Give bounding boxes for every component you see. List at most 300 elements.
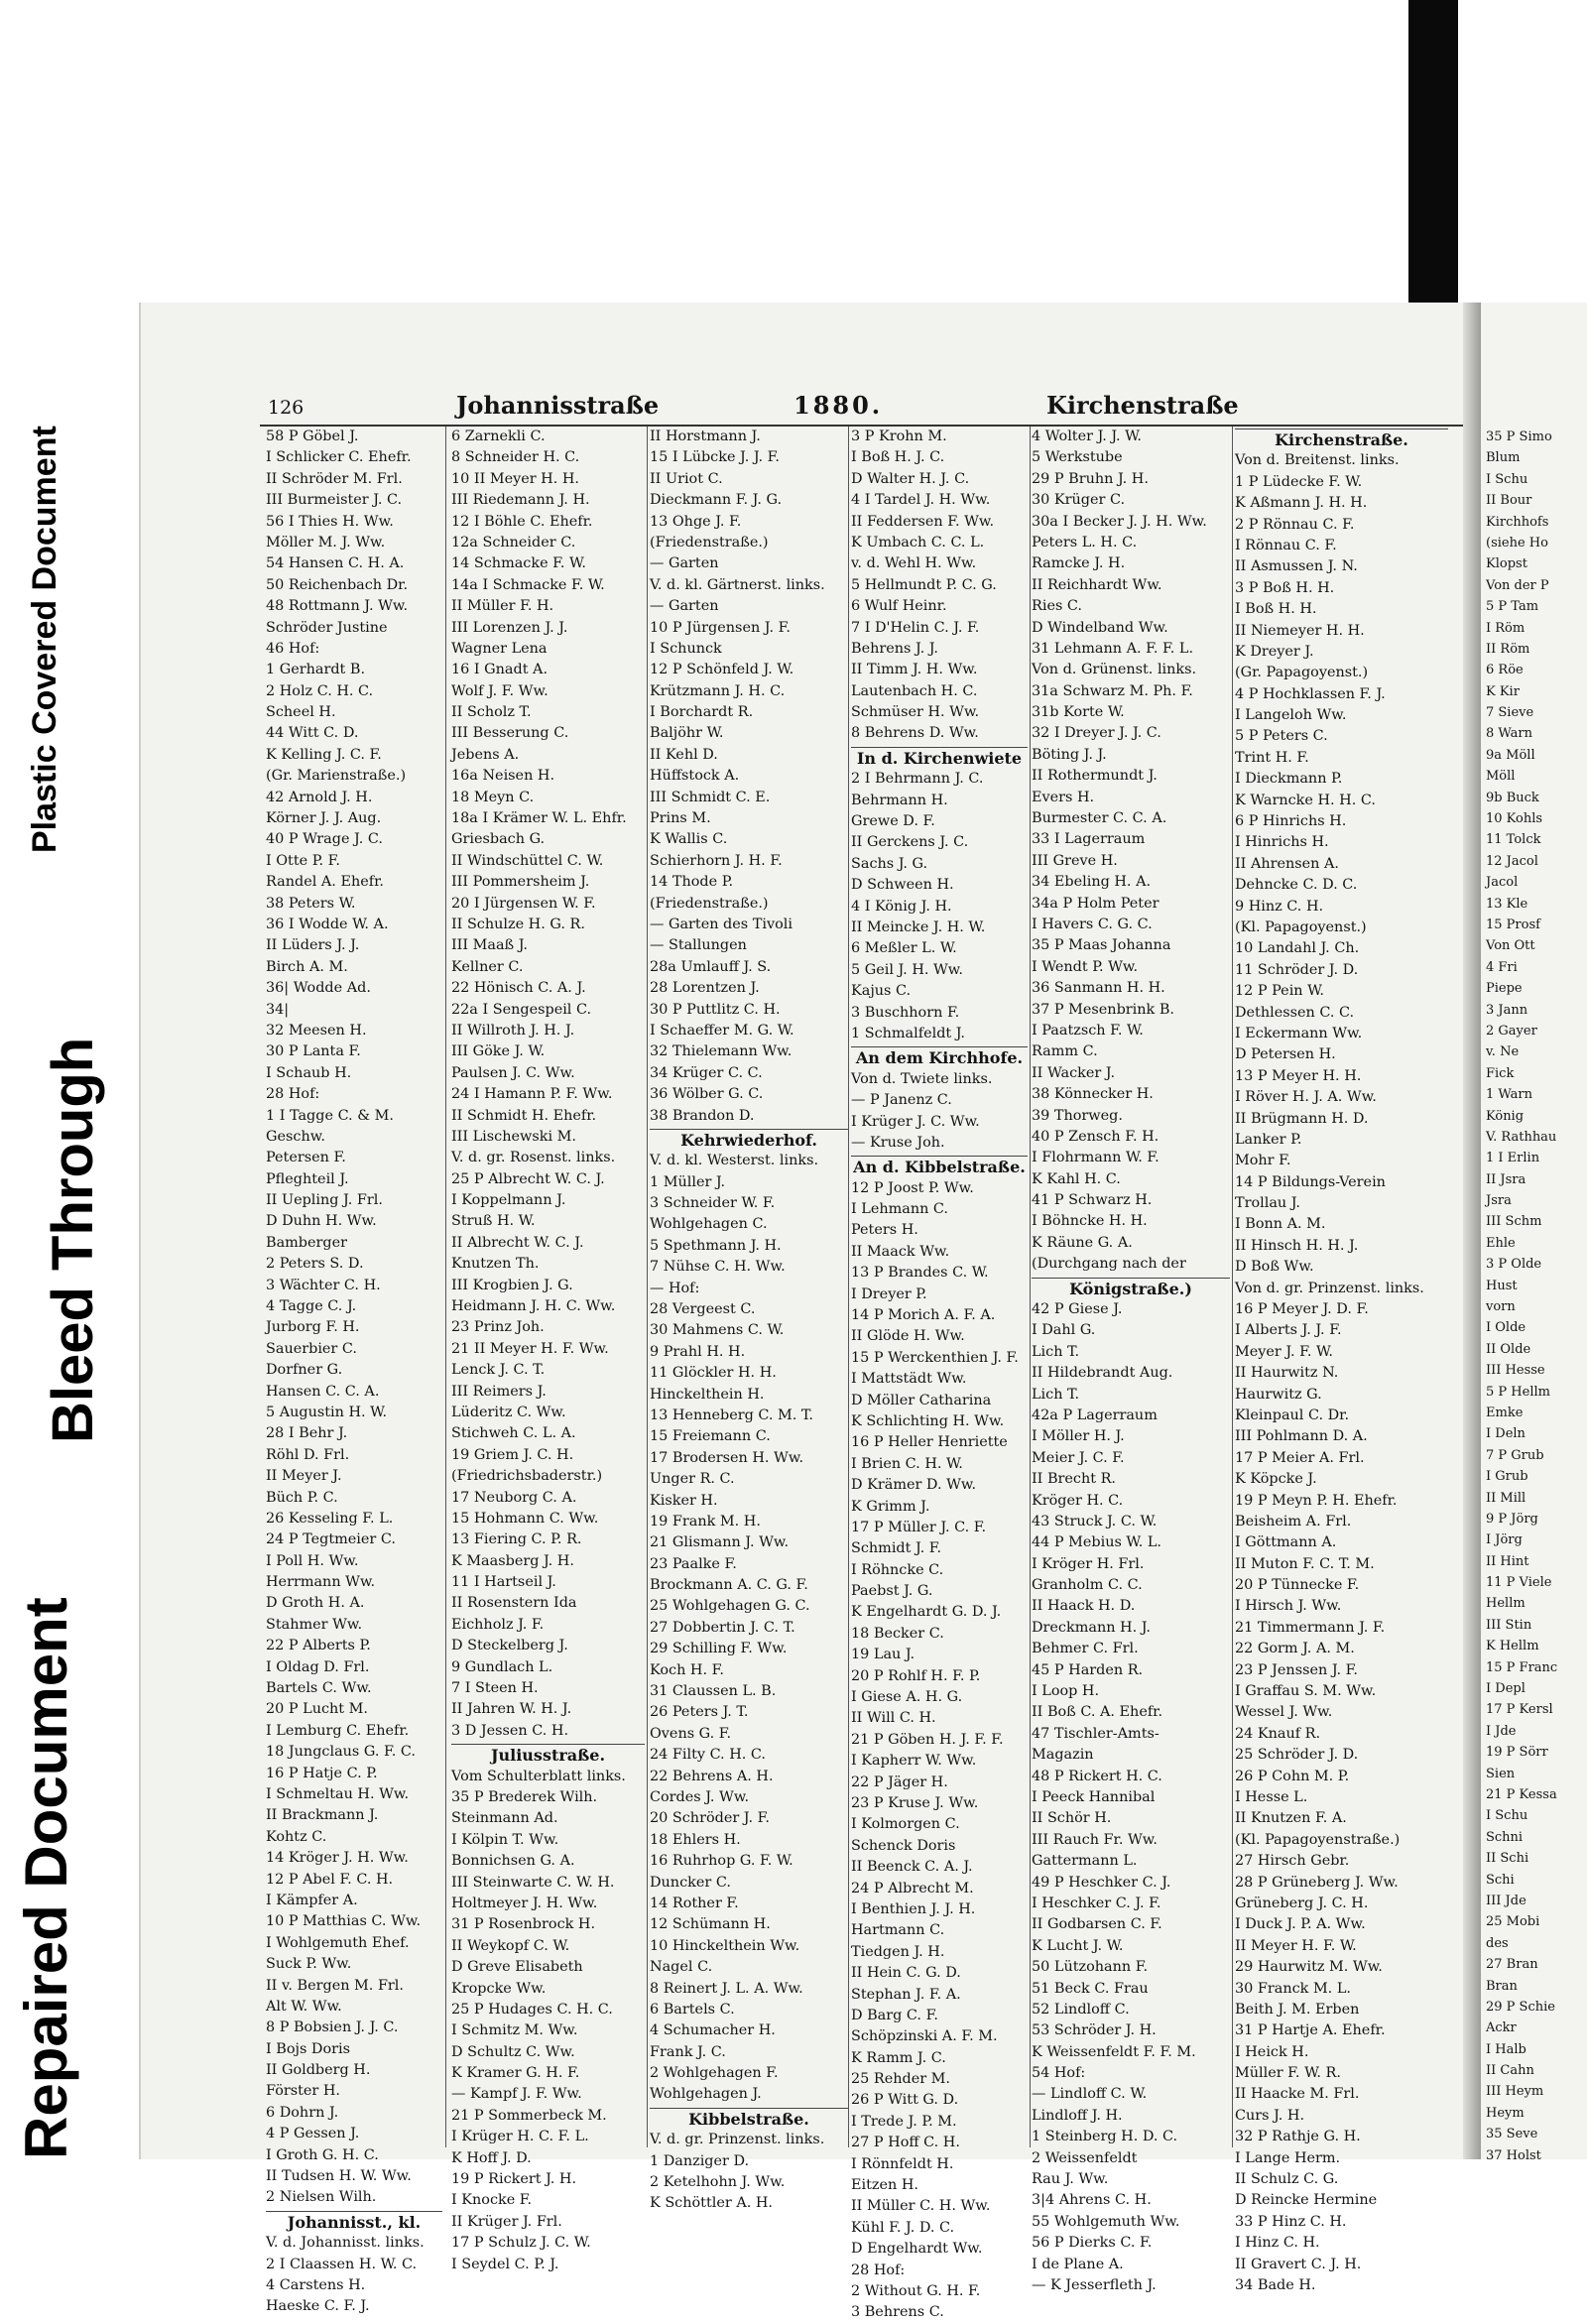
directory-entry: Eitzen H. <box>851 2177 918 2194</box>
directory-entry: III Pohlmann D. A. <box>1235 1428 1368 1445</box>
directory-entry: 14 P Bildungs-Verein <box>1235 1173 1386 1190</box>
directory-entry: 4 Wolter J. J. W. <box>1032 428 1143 444</box>
directory-entry: V. d. gr. Prinzenst. links. <box>650 2132 825 2148</box>
directory-entry: 42 P Giese J. <box>1032 1301 1123 1318</box>
directory-entry: 34 Ebeling H. A. <box>1032 874 1152 891</box>
directory-entry: 7 I Steen H. <box>451 1680 539 1697</box>
directory-entry: 27 P Hoff C. H. <box>851 2135 960 2151</box>
directory-entry: 10 II Meyer H. H. <box>451 470 580 487</box>
directory-entry: Trint H. F. <box>1235 749 1309 766</box>
column-rule <box>647 427 648 2147</box>
directory-entry: II Schulz C. G. <box>1235 2171 1339 2188</box>
directory-entry: Schmüser H. Ww. <box>851 704 980 721</box>
directory-entry: Prins M. <box>650 810 711 827</box>
directory-entry: Ackr <box>1486 2020 1517 2036</box>
label-bleed-through: Bleed Through <box>41 1037 105 1443</box>
directory-entry: Emke <box>1486 1405 1524 1420</box>
column-rule <box>445 427 446 2147</box>
directory-entry: 24 P Tegtmeier C. <box>266 1531 396 1548</box>
directory-entry: 10 Hinckelthein Ww. <box>650 1937 800 1954</box>
directory-entry: I Dieckmann P. <box>1235 771 1343 788</box>
directory-entry: Böting J. J. <box>1032 746 1107 763</box>
directory-entry: I Seydel C. P. J. <box>451 2256 559 2272</box>
directory-entry: 33 I Lagerraum <box>1032 831 1146 848</box>
directory-entry: Ehle <box>1486 1235 1516 1251</box>
directory-entry: 22 Hönisch C. A. J. <box>451 980 586 997</box>
directory-entry: Von d. Twiete links. <box>851 1070 993 1087</box>
directory-entry: I Flohrmann W. F. <box>1032 1150 1160 1166</box>
directory-entry: 31a Schwarz M. Ph. F. <box>1032 682 1193 699</box>
directory-entry: 23 P Jenssen J. F. <box>1235 1661 1358 1678</box>
directory-entry: Hüffstock A. <box>650 768 740 785</box>
directory-entry: Behrens J. J. <box>851 640 939 657</box>
directory-entry: Behrmann H. <box>851 792 948 808</box>
directory-entry: 12 P Schönfeld J. W. <box>650 662 794 678</box>
directory-entry: Sauerbier C. <box>266 1340 357 1357</box>
directory-entry: 52 Lindloff C. <box>1032 2001 1130 2018</box>
directory-entry: 38 Brandon D. <box>650 1107 755 1124</box>
directory-entry: Frank J. C. <box>650 2043 726 2060</box>
directory-entry: 45 P Harden R. <box>1032 1661 1144 1678</box>
directory-entry: 42 Arnold J. H. <box>266 789 373 805</box>
directory-entry: I Lemburg C. Ehefr. <box>266 1722 410 1739</box>
directory-entry: III Maaß J. <box>451 937 528 954</box>
directory-entry: 9 Prahl H. H. <box>650 1343 746 1360</box>
directory-entry: 28 I Behr J. <box>266 1425 348 1442</box>
directory-entry: 9 Gundlach L. <box>451 1658 553 1675</box>
directory-entry: II Haacke M. Frl. <box>1235 2086 1360 2103</box>
directory-entry: 14 Rother F. <box>650 1895 739 1911</box>
directory-entry: I Bonn A. M. <box>1235 1216 1326 1233</box>
directory-entry: Duncker C. <box>650 1874 731 1891</box>
directory-entry: II Cahn <box>1486 2063 1534 2079</box>
directory-entry: 35 P Maas Johanna <box>1032 937 1171 954</box>
directory-entry: 4 Tagge C. J. <box>266 1298 357 1315</box>
directory-entry: D Barg C. F. <box>851 2007 938 2023</box>
directory-entry: Bartels C. Ww. <box>266 1680 372 1697</box>
directory-entry: Röhl D. Frl. <box>266 1446 350 1463</box>
directory-entry: 4 P Hochklassen F. J. <box>1235 685 1386 702</box>
directory-entry: Jurborg F. H. <box>266 1319 360 1336</box>
directory-entry: 16 P Meyer J. D. F. <box>1235 1301 1369 1318</box>
directory-entry: v. d. Wehl H. Ww. <box>851 555 977 572</box>
directory-entry: Kibbelstraße. <box>650 2108 848 2130</box>
directory-entry: Lüderitz C. Ww. <box>451 1404 566 1420</box>
directory-entry: K Engelhardt G. D. J. <box>851 1604 1002 1621</box>
directory-entry: 4 I König J. H. <box>851 898 952 915</box>
directory-entry: 15 P Werckenthien J. F. <box>851 1349 1019 1366</box>
directory-entry: 12 P Pein W. <box>1235 983 1324 1000</box>
directory-entry: 1 Müller J. <box>650 1173 726 1190</box>
directory-entry: Grüneberg J. C. H. <box>1235 1895 1369 1911</box>
directory-entry: I Schaub H. <box>266 1064 352 1081</box>
directory-entry: Kohtz C. <box>266 1828 327 1845</box>
directory-entry: K Lucht J. W. <box>1032 1937 1124 1954</box>
directory-entry: 35 P Brederek Wilh. <box>451 1789 598 1805</box>
directory-entry: I Loop H. <box>1032 1683 1100 1700</box>
directory-entry: 1 Danziger D. <box>650 2152 750 2169</box>
directory-entry: III Burmeister J. C. <box>266 492 403 509</box>
directory-entry: I Kapherr W. Ww. <box>851 1753 977 1770</box>
directory-entry: Schenck Doris <box>851 1837 956 1854</box>
directory-entry: Dreckmann H. J. <box>1032 1619 1151 1636</box>
directory-entry: — K Jesserfleth J. <box>1032 2276 1157 2293</box>
directory-entry: 18 Jungclaus G. F. C. <box>266 1744 416 1761</box>
directory-entry: D Boß Ww. <box>1235 1259 1314 1276</box>
directory-entry: Jebens A. <box>451 746 520 763</box>
directory-entry: Geschw. <box>266 1128 325 1145</box>
directory-entry: II Glöde H. Ww. <box>851 1328 965 1345</box>
directory-entry: III Greve H. <box>1032 852 1118 869</box>
directory-entry: 7 P Grub <box>1486 1447 1544 1463</box>
directory-entry: III Schmidt C. E. <box>650 789 771 805</box>
directory-entry: I Schlicker C. Ehefr. <box>266 449 412 466</box>
directory-entry: II Meyer J. <box>266 1468 342 1485</box>
directory-entry: 22a I Sengespeil C. <box>451 1001 592 1018</box>
directory-entry: 12 Jacol <box>1486 853 1538 869</box>
directory-entry: II Brackmann J. <box>266 1807 379 1824</box>
directory-entry: 34 Krüger C. C. <box>650 1064 763 1081</box>
directory-entry: II Feddersen F. Ww. <box>851 513 995 530</box>
directory-entry: Paulsen J. C. Ww. <box>451 1064 575 1081</box>
directory-entry: Von Ott <box>1486 938 1535 954</box>
directory-entry: 19 Griem J. C. H. <box>451 1446 574 1463</box>
directory-entry: 53 Schröder J. H. <box>1032 2022 1157 2039</box>
directory-entry: I Groth G. H. C. <box>266 2146 379 2163</box>
directory-entry: 13 Henneberg C. M. T. <box>650 1407 813 1423</box>
directory-entry: 28 Hof: <box>851 2262 906 2278</box>
directory-entry: Behmer C. Frl. <box>1032 1641 1139 1657</box>
directory-entry: III Jde <box>1486 1893 1526 1908</box>
directory-entry: 26 P Witt G. D. <box>851 2092 959 2109</box>
directory-entry: 15 Hohmann C. Ww. <box>451 1510 599 1527</box>
directory-entry: K Umbach C. C. L. <box>851 534 985 550</box>
directory-entry: 14 Kröger J. H. Ww. <box>266 1850 409 1867</box>
directory-entry: 50 Lützohann F. <box>1032 1959 1149 1976</box>
directory-entry: Fick <box>1486 1065 1515 1081</box>
directory-entry: II Röm <box>1486 641 1530 657</box>
directory-entry: I Schu <box>1486 1808 1528 1824</box>
directory-entry: Meier J. C. F. <box>1032 1449 1125 1466</box>
directory-entry: II Schröder M. Frl. <box>266 470 403 487</box>
directory-entry: 26 P Cohn M. P. <box>1235 1768 1350 1784</box>
directory-entry: Krützmann J. H. C. <box>650 682 786 699</box>
directory-entry: Granholm C. C. <box>1032 1577 1143 1594</box>
directory-entry: Schmidt J. F. <box>851 1540 942 1557</box>
directory-entry: 1 I Erlin <box>1486 1151 1540 1166</box>
directory-entry: 6 Zarnekli C. <box>451 428 546 444</box>
directory-entry: 42a P Lagerraum <box>1032 1407 1158 1423</box>
directory-entry: K Räune G. A. <box>1032 1234 1133 1251</box>
directory-entry: 51 Beck C. Frau <box>1032 1980 1149 1997</box>
directory-entry: I Mattstädt Ww. <box>851 1371 967 1388</box>
directory-entry: 25 P Albrecht W. C. J. <box>451 1170 605 1187</box>
directory-entry: II Bour <box>1486 493 1532 509</box>
directory-entry: 44 P Mebius W. L. <box>1032 1534 1161 1551</box>
directory-entry: Grewe D. F. <box>851 813 935 830</box>
directory-entry: II Jsra <box>1486 1171 1526 1187</box>
directory-entry: Rau J. Ww. <box>1032 2171 1109 2188</box>
directory-entry: 25 P Hudages C. H. C. <box>451 2001 613 2018</box>
directory-entry: Jacol <box>1486 875 1519 891</box>
directory-entry: 36 Wölber G. C. <box>650 1086 764 1103</box>
directory-entry: 33 P Hinz C. H. <box>1235 2213 1347 2230</box>
directory-entry: Lich T. <box>1032 1386 1080 1403</box>
directory-entry: 23 P Kruse J. Ww. <box>851 1795 979 1811</box>
directory-entry: D Steckelberg J. <box>451 1638 568 1654</box>
directory-entry: I Benthien J. J. H. <box>851 1900 976 1917</box>
directory-column-5 <box>1032 427 1230 2293</box>
directory-entry: 8 Warn <box>1486 726 1532 742</box>
directory-entry: 21 P Göben H. J. F. F. <box>851 1731 1004 1748</box>
directory-entry: 32 Thielemann Ww. <box>650 1043 793 1060</box>
directory-entry: 17 P Schulz J. C. W. <box>451 2235 591 2252</box>
directory-entry: II Krüger J. Frl. <box>451 2213 562 2230</box>
directory-entry: Dorfner G. <box>266 1362 343 1379</box>
directory-entry: I Kröger H. Frl. <box>1032 1555 1145 1572</box>
directory-entry: Pfleghteil J. <box>266 1170 349 1187</box>
directory-entry: II Albrecht W. C. J. <box>451 1234 584 1251</box>
directory-entry: 36 I Wodde W. A. <box>266 916 389 932</box>
directory-entry: 38 Könnecker H. <box>1032 1086 1154 1103</box>
directory-entry: II Tudsen H. W. Ww. <box>266 2168 412 2185</box>
directory-entry: K Grimm J. <box>851 1498 930 1515</box>
scanner-edge-bar <box>1408 0 1458 307</box>
directory-entry: Evers H. <box>1032 789 1095 805</box>
directory-entry: 5 Hellmundt P. C. G. <box>851 576 997 593</box>
directory-entry: Johannisst., kl. <box>266 2211 442 2233</box>
directory-entry: 36 Sanmann H. H. <box>1032 980 1165 997</box>
directory-entry: 31 Claussen L. B. <box>650 1683 777 1700</box>
directory-entry: I Boß H. J. C. <box>851 449 945 466</box>
directory-column-3 <box>650 427 848 2212</box>
directory-entry: Suck P. Ww. <box>266 1956 352 1973</box>
directory-entry: II Godbarsen C. F. <box>1032 1916 1162 1933</box>
directory-entry: D Petersen H. <box>1235 1046 1336 1063</box>
directory-entry: II Schör H. <box>1032 1810 1112 1827</box>
directory-entry: II Kehl D. <box>650 746 718 763</box>
directory-entry: Klopst <box>1486 556 1527 572</box>
directory-entry: II Jahren W. H. J. <box>451 1701 572 1718</box>
directory-entry: 12 P Abel F. C. H. <box>266 1871 394 1888</box>
directory-entry: Ramcke J. H. <box>1032 555 1126 572</box>
directory-entry: (Kl. Papagoyenst.) <box>1235 918 1367 935</box>
directory-entry: 1 Schmalfeldt J. <box>851 1025 965 1041</box>
directory-entry: 18 Becker C. <box>851 1625 944 1642</box>
directory-entry: II Knutzen F. A. <box>1235 1810 1347 1827</box>
directory-entry: 22 Behrens A. H. <box>650 1768 774 1784</box>
directory-entry: 22 P Alberts P. <box>266 1638 371 1654</box>
directory-entry: 3 P Olde <box>1486 1257 1542 1273</box>
directory-entry: (Friedenstraße.) <box>650 534 769 550</box>
directory-entry: II Muton F. C. T. M. <box>1235 1555 1375 1572</box>
directory-entry: 25 Wohlgehagen G. C. <box>650 1598 810 1615</box>
directory-entry: Eichholz J. F. <box>451 1616 545 1633</box>
directory-entry: — Garten des Tivoli <box>650 916 793 932</box>
directory-entry: 13 Kle <box>1486 896 1528 912</box>
directory-entry: III Krogbien J. G. <box>451 1277 573 1293</box>
directory-entry: Dehncke C. D. C. <box>1235 877 1358 894</box>
directory-entry: 54 Hansen C. H. A. <box>266 555 405 572</box>
directory-entry: Holtmeyer J. H. Ww. <box>451 1895 598 1911</box>
directory-column-4 <box>851 427 1028 2321</box>
directory-entry: 7 Sieve <box>1486 705 1534 721</box>
directory-entry: 19 Lau J. <box>851 1647 916 1663</box>
directory-entry: II Haack H. D. <box>1032 1598 1136 1615</box>
directory-entry: V. d. kl. Westerst. links. <box>650 1153 819 1169</box>
directory-entry: Curs J. H. <box>1235 2107 1305 2124</box>
directory-entry: I Dahl G. <box>1032 1322 1096 1339</box>
directory-entry: III Rauch Fr. Ww. <box>1032 1831 1158 1848</box>
directory-entry: 12a Schneider C. <box>451 534 576 550</box>
directory-entry: I Röhncke C. <box>851 1561 944 1578</box>
directory-entry: III Göke J. W. <box>451 1043 546 1060</box>
directory-entry: I Alberts J. J. F. <box>1235 1322 1342 1339</box>
directory-entry: 1 P Lüdecke F. W. <box>1235 473 1363 490</box>
directory-entry: 30a I Becker J. J. H. Ww. <box>1032 513 1207 530</box>
directory-entry: I Wohlgemuth Ehef. <box>266 1934 410 1951</box>
directory-entry: 27 Bran <box>1486 1957 1538 1973</box>
directory-entry: II Rosenstern Ida <box>451 1595 577 1612</box>
directory-entry: 3 P Krohn M. <box>851 428 947 444</box>
directory-entry: 36| Wodde Ad. <box>266 980 371 997</box>
directory-entry: Sien <box>1486 1766 1516 1781</box>
directory-entry: 30 Franck M. L. <box>1235 1980 1351 1997</box>
directory-entry: 19 Frank M. H. <box>650 1513 761 1529</box>
directory-entry: 32 I Dreyer J. J. C. <box>1032 725 1161 742</box>
directory-entry: Randel A. Ehefr. <box>266 874 384 891</box>
directory-entry: K Hellm <box>1486 1639 1539 1654</box>
directory-entry: D Reincke Hermine <box>1235 2192 1378 2209</box>
directory-column-6 <box>1235 427 1448 2293</box>
directory-entry: Schi <box>1486 1872 1515 1888</box>
directory-entry: 17 P Kersl <box>1486 1702 1553 1718</box>
directory-entry: D Möller Catharina <box>851 1392 992 1408</box>
directory-entry: D Windelband Ww. <box>1032 619 1168 636</box>
directory-entry: II Willroth J. H. J. <box>451 1022 575 1039</box>
directory-entry: 38 Peters W. <box>266 895 356 912</box>
directory-entry: 1 Steinberg H. D. C. <box>1032 2129 1178 2145</box>
directory-entry: (Friedrichsbaderstr.) <box>451 1468 603 1485</box>
directory-entry: II Hildebrandt Aug. <box>1032 1365 1173 1382</box>
directory-entry: 17 P Meier A. Frl. <box>1235 1449 1365 1466</box>
directory-entry: Hellm <box>1486 1596 1526 1612</box>
directory-entry: 34 Bade H. <box>1235 2276 1316 2293</box>
directory-entry: 20 P Lucht M. <box>266 1701 368 1718</box>
directory-entry: 2 Gayer <box>1486 1023 1537 1039</box>
directory-entry: 48 P Rickert H. C. <box>1032 1768 1162 1784</box>
directory-entry: 28 Hof: <box>266 1086 320 1103</box>
directory-entry: 34a P Holm Peter <box>1032 895 1160 912</box>
directory-entry: Lautenbach H. C. <box>851 682 978 699</box>
directory-entry: Unger R. C. <box>650 1471 735 1488</box>
directory-entry: 29 P Schie <box>1486 1999 1555 2015</box>
directory-entry: 28a Umlauff J. S. <box>650 958 772 975</box>
directory-entry: Peters L. H. C. <box>1032 534 1138 550</box>
directory-entry: Baljöhr W. <box>650 725 724 742</box>
directory-entry: II Hinsch H. H. J. <box>1235 1237 1359 1254</box>
directory-entry: 8 Schneider H. C. <box>451 449 580 466</box>
directory-entry: Gattermann L. <box>1032 1853 1138 1870</box>
directory-entry: D Engelhardt Ww. <box>851 2241 983 2258</box>
directory-entry: 29 P Bruhn J. H. <box>1032 470 1149 487</box>
directory-entry: K Maasberg J. H. <box>451 1552 574 1569</box>
directory-entry: Wessel J. Ww. <box>1235 1704 1333 1721</box>
directory-entry: König <box>1486 1108 1525 1124</box>
directory-entry: Magazin <box>1032 1747 1094 1764</box>
directory-entry: K Kahl H. C. <box>1032 1170 1121 1187</box>
directory-entry: Scheel H. <box>266 704 336 721</box>
directory-entry: 24 P Albrecht M. <box>851 1880 974 1896</box>
directory-entry: I Halb <box>1486 2041 1526 2057</box>
directory-entry: 21 Timmermann J. F. <box>1235 1619 1386 1636</box>
directory-entry: I Havers C. G. C. <box>1032 916 1153 932</box>
directory-entry: Beith J. M. Erben <box>1235 2001 1360 2018</box>
directory-entry: Burmester C. C. A. <box>1032 810 1167 827</box>
directory-entry: Wolf J. F. Ww. <box>451 682 549 699</box>
directory-entry: II Niemeyer H. H. <box>1235 622 1365 639</box>
directory-entry: I Schaeffer M. G. W. <box>650 1022 794 1039</box>
directory-entry: Kajus C. <box>851 983 912 1000</box>
directory-entry: 3|4 Ahrens C. H. <box>1032 2192 1152 2209</box>
directory-entry: I Schmeltau H. Ww. <box>266 1786 410 1802</box>
directory-entry: 10 P Jürgensen J. F. <box>650 619 791 636</box>
directory-entry: — Lindloff C. W. <box>1032 2086 1148 2103</box>
directory-entry: 8 Behrens D. Ww. <box>851 725 979 742</box>
directory-entry: Möller M. J. Ww. <box>266 534 386 550</box>
directory-entry: 3 Wächter C. H. <box>266 1277 381 1293</box>
directory-entry: Blum <box>1486 450 1521 466</box>
directory-entry: III Lorenzen J. J. <box>451 619 568 636</box>
directory-entry: (Durchgang nach der <box>1032 1256 1186 1273</box>
directory-entry: 1 I Tagge C. & M. <box>266 1107 394 1124</box>
label-plastic-covered: Plastic Covered Document <box>26 426 63 853</box>
directory-entry: 25 Rehder M. <box>851 2071 950 2088</box>
directory-entry: Jsra <box>1486 1193 1512 1209</box>
directory-entry: Kellner C. <box>451 958 524 975</box>
directory-entry: 2 I Claassen H. W. C. <box>266 2256 418 2272</box>
directory-entry: K Schlichting H. Ww. <box>851 1412 1005 1429</box>
directory-entry: — Kruse Joh. <box>851 1134 945 1151</box>
directory-entry: Bonnichsen G. A. <box>451 1853 575 1870</box>
directory-entry: 55 Wohlgemuth Ww. <box>1032 2213 1180 2230</box>
column-rule <box>1232 427 1233 2147</box>
directory-entry: K Köpcke J. <box>1235 1471 1317 1488</box>
directory-entry: 16 P Hatje C. P. <box>266 1765 378 1781</box>
directory-entry: K Kelling J. C. F. <box>266 746 382 763</box>
directory-entry: 3 Behrens C. <box>851 2304 944 2321</box>
directory-entry: 25 Schröder J. D. <box>1235 1747 1359 1764</box>
directory-entry: III Lischewski M. <box>451 1128 576 1145</box>
directory-entry: I Hinz C. H. <box>1235 2235 1320 2252</box>
directory-entry: Petersen F. <box>266 1150 346 1166</box>
directory-entry: 15 I Lübcke J. J. F. <box>650 449 780 466</box>
directory-entry: Trollau J. <box>1235 1195 1300 1212</box>
directory-entry: Königstraße.) <box>1032 1278 1230 1299</box>
directory-entry: Schröder Justine <box>266 619 388 636</box>
directory-entry: 3 Buschhorn F. <box>851 1004 960 1021</box>
directory-entry: 40 P Zensch F. H. <box>1032 1128 1160 1145</box>
directory-entry: Wagner Lena <box>451 640 548 657</box>
directory-entry: Schni <box>1486 1829 1524 1845</box>
directory-entry: II Reichhardt Ww. <box>1032 576 1162 593</box>
directory-entry: 5 P Tam <box>1486 599 1539 615</box>
directory-entry: Dieckmann F. J. G. <box>650 492 783 509</box>
directory-entry: 14 P Morich A. F. A. <box>851 1307 996 1324</box>
directory-entry: II Goldberg H. <box>266 2062 371 2079</box>
directory-entry: 26 Peters J. T. <box>650 1704 749 1721</box>
directory-entry: 4 I Tardel J. H. Ww. <box>851 492 991 509</box>
